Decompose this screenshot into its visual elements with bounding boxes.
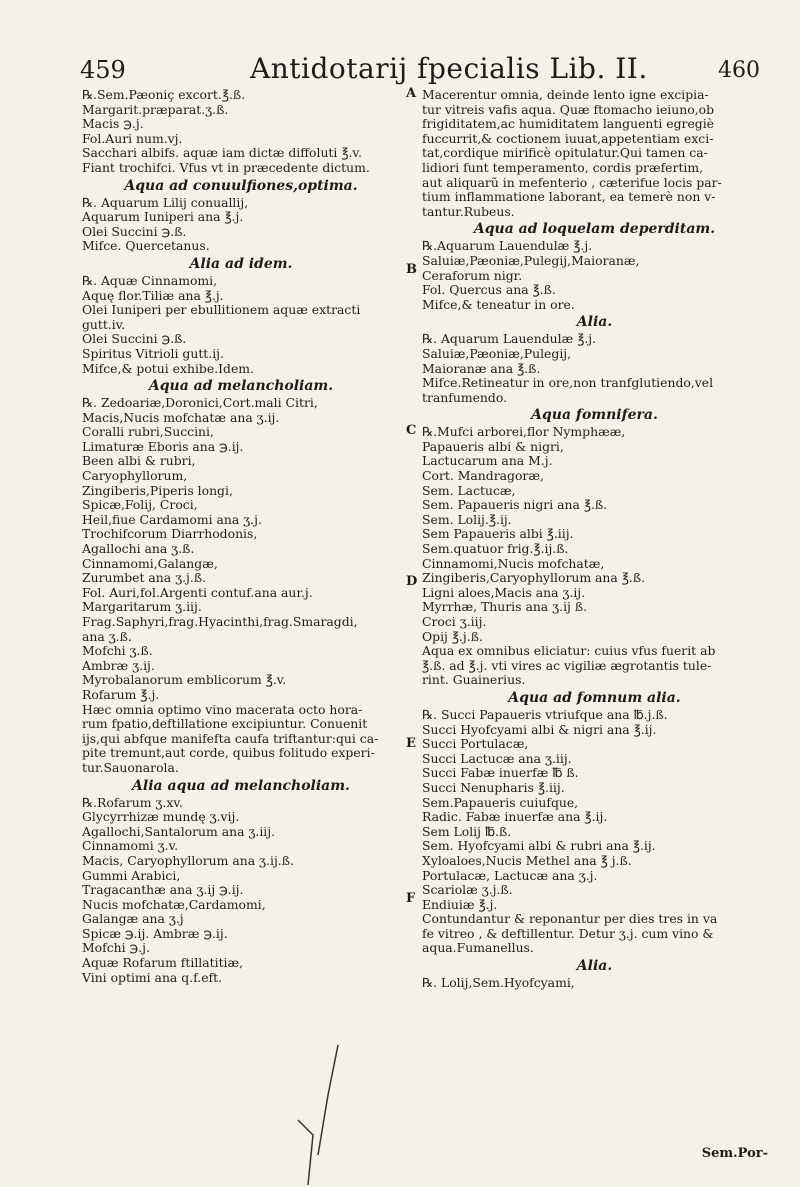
left-column-line: Aquę flor.Tiliæ ana ℥.j.: [82, 287, 224, 303]
left-column-line: Cinnamomi,Galangæ,: [82, 555, 218, 571]
left-column-line: Macis,Nucis mofchatæ ana ʒ.ij.: [82, 409, 280, 425]
left-column-line: Olei Iuniperi per ebullitionem aquæ extracti: [82, 302, 361, 318]
left-column-line: Myrobalanorum emblicorum ℥.v.: [82, 672, 287, 688]
left-column-line: Rofarum ℥.j.: [82, 686, 160, 702]
left-column-line: ana ʒ.ß.: [82, 628, 132, 644]
right-column-heading: Alia.: [576, 958, 613, 975]
left-column-line: Mifce. Quercetanus.: [82, 238, 210, 254]
margin-letter-c: C: [406, 423, 417, 438]
left-column-line: Agallochi,Santalorum ana ʒ.iij.: [82, 823, 276, 839]
left-column-line: gutt.iv.: [82, 316, 126, 332]
left-column-line: Galangæ ana ʒ.j: [82, 911, 184, 927]
left-column-line: Macis, Caryophyllorum ana ʒ.ij.ß.: [82, 852, 294, 868]
left-column-line: Heil,fiue Cardamomi ana ʒ.j.: [82, 511, 262, 527]
left-column-line: Olei Succini ℈.ß.: [82, 331, 187, 347]
left-column-line: Glycyrrhizæ mundę ʒ.vij.: [82, 809, 240, 825]
right-column-line: tium inflammatione laborant, ea temerè non v-: [422, 189, 716, 205]
right-column-line: Cinnamomi,Nucis mofchatæ,: [422, 555, 605, 571]
right-column-line: Opij ℥.j.ß.: [422, 628, 483, 644]
right-column-line: ℞.Mufci arborei,flor Nymphææ,: [422, 424, 626, 440]
left-column-line: pite tremunt,aut corde, quibus folitudo experi-: [82, 745, 375, 761]
right-column-line: Myrrhæ, Thuris ana ʒ.ij ß.: [422, 599, 588, 615]
right-column-heading: Aqua ad loquelam deperditam.: [473, 221, 716, 238]
right-column-line: tat,cordique mirificè opitulatur.Qui tamen ca-: [422, 145, 708, 161]
margin-letter-e: E: [406, 736, 416, 751]
left-column-line: Margarit.præparat.ʒ.ß.: [82, 101, 229, 117]
right-column-line: Ceraforum nigr.: [422, 267, 523, 283]
right-column-line: Aqua ex omnibus eliciatur: cuius vfus fuerit ab: [422, 643, 716, 659]
right-column-line: rint. Guainerius.: [422, 672, 526, 688]
margin-letter-b: B: [406, 262, 417, 277]
right-column-line: lidiori funt temperamento, cordis præfertim,: [422, 159, 704, 175]
left-column-line: Vini optimi ana q.f.eft.: [82, 969, 223, 985]
right-text-column: [422, 88, 767, 991]
left-column-line: Zurumbet ana ʒ.j.ß.: [82, 570, 207, 586]
right-column-line: fuccurrit,& coctionem iuuat,appetentiam exci-: [422, 130, 714, 146]
left-column-line: ℞.Sem.Pæoniç excort.℥.ß.: [82, 87, 246, 102]
right-column-heading: Alia.: [576, 314, 613, 331]
catchword: Sem.Por-: [701, 1146, 768, 1161]
right-column-line: ℞.Aquarum Lauendulæ ℥.j.: [422, 238, 593, 254]
left-column-line: Caryophyllorum,: [82, 468, 188, 484]
right-column-line: Fol. Quercus ana ℥.ß.: [422, 282, 556, 298]
right-column-line: Sem. Lolij.℥.ij.: [422, 511, 512, 527]
left-column-line: Been albi & rubri,: [82, 453, 196, 469]
left-column-line: Agallochi ana ʒ.ß.: [82, 541, 195, 557]
right-column-line: Saluiæ,Pæoniæ,Pulegij,Maioranæ,: [422, 252, 640, 268]
left-column-line: Macis ℈.j.: [82, 116, 144, 132]
right-column-line: Sem.Papaueris cuiufque,: [422, 794, 579, 810]
left-column-line: Gummi Arabici,: [82, 867, 181, 883]
left-column-heading: Aqua ad conuulfiones,optima.: [124, 177, 358, 194]
left-column-line: ℞. Aquæ Cinnamomi,: [82, 272, 218, 288]
right-column-line: Succi Portulacæ,: [422, 736, 529, 752]
left-column-line: Fol.Auri num.vj.: [82, 130, 183, 146]
right-column-line: fe vitreo , & deftillentur. Detur ʒ.j. cum vino &: [422, 925, 714, 941]
left-column-line: Margaritarum ʒ.iij.: [82, 599, 202, 615]
right-column-line: Sem. Hyofcyami albi & rubri ana ℥.ij.: [422, 838, 656, 854]
right-column-line: Mifce.Retineatur in ore,non tranfglutiendo,vel: [422, 375, 714, 391]
left-column-line: Sacchari albifs. aquæ iam dictæ diffoluti ℥.v.: [82, 145, 362, 161]
left-column-line: Hæc omnia optimo vino macerata octo hora-: [82, 701, 363, 717]
right-column-line: aut aliquarũ in mefenterio , cæterifue locis par-: [422, 174, 722, 190]
margin-letter-d: D: [406, 574, 418, 589]
left-column-line: Cinnamomi ʒ.v.: [82, 838, 179, 854]
left-column-line: tur.Sauonarola.: [82, 759, 179, 775]
left-column-line: Spicæ ℈.ij. Ambræ ℈.ij.: [82, 925, 228, 941]
left-column-line: Zingiberis,Piperis longi,: [82, 482, 233, 498]
right-column-line: ℞. Aquarum Lauendulæ ℥.j.: [422, 331, 597, 347]
right-column-line: frigiditatem,ac humiditatem languenti egregiè: [422, 116, 715, 132]
left-column-line: Fol. Auri,fol.Argenti contuf.ana aur.j.: [82, 584, 313, 600]
right-column-line: Succi Fabæ inuerfæ ℔ ß.: [422, 765, 579, 781]
right-column-line: tur vitreis vafis aqua. Quæ ftomacho ieiuno,ob: [422, 101, 715, 117]
left-column-line: Olei Succini ℈.ß.: [82, 223, 187, 239]
right-column-line: ℥.ß. ad ℥.j. vti vires ac vigiliæ ægrotantis tule-: [422, 657, 712, 673]
right-column-line: Sem. Lactucæ,: [422, 482, 516, 498]
margin-letter-f: F: [406, 891, 416, 906]
right-column-line: Radic. Fabæ inuerfæ ana ℥.ij.: [422, 809, 608, 825]
right-column-line: Croci ʒ.iij.: [422, 614, 487, 629]
right-column-line: Sem. Papaueris nigri ana ℥.ß.: [422, 497, 608, 513]
right-column-line: Succi Lactucæ ana ʒ.iij.: [422, 750, 572, 766]
right-column-line: aqua.Fumanellus.: [422, 940, 534, 956]
right-column-line: Lactucarum ana M.j.: [422, 453, 553, 469]
right-column-line: Cort. Mandragoræ,: [422, 468, 544, 484]
left-column-heading: Alia aqua ad melancholiam.: [132, 777, 350, 794]
left-column-line: Limaturæ Eboris ana ℈.ij.: [82, 438, 244, 454]
right-column-line: Scariolæ ʒ.j.ß.: [422, 882, 513, 898]
left-column-line: Tragacanthæ ana ʒ.ij ℈.ij.: [82, 882, 244, 898]
left-column-line: Frag.Saphyri,frag.Hyacinthi,frag.Smaragdi,: [82, 614, 358, 629]
right-column-line: Maioranæ ana ℥.ß.: [422, 360, 541, 376]
left-text-column: [82, 88, 400, 985]
left-column-line: Trochifcorum Diarrhodonis,: [82, 526, 258, 542]
right-column-line: Sem Papaueris albi ℥.iij.: [422, 526, 574, 542]
right-column-line: Sem Lolij ℔.ß.: [422, 823, 512, 839]
page-number-left: 459: [80, 56, 126, 84]
left-column-heading: Aqua ad melancholiam.: [148, 378, 334, 395]
left-column-line: Aquæ Rofarum ftillatitiæ,: [82, 955, 244, 971]
right-column-heading: Aqua ad fomnum alia.: [508, 689, 681, 706]
left-column-line: Aquarum Iuniperi ana ℥.j.: [82, 209, 244, 225]
ink-mark-icon: [278, 1035, 358, 1185]
left-column-line: Nucis mofchatæ,Cardamomi,: [82, 896, 266, 912]
running-title: Antidotarij fpecialis Lib. II.: [250, 52, 648, 85]
left-column-line: ℞. Aquarum Lilij conuallij,: [82, 194, 249, 210]
left-column-line: Coralli rubri,Succini,: [82, 424, 214, 440]
running-header: [80, 52, 760, 92]
right-column-line: Succi Hyofcyami albi & nigri ana ℥.ij.: [422, 721, 657, 737]
right-column-line: Sem.quatuor frig.℥.ij.ß.: [422, 541, 569, 557]
right-column-line: ℞. Succi Papaueris vtriufque ana ℔.j.ß.: [422, 706, 668, 722]
right-column-line: Papaueris albi & nigri,: [422, 438, 564, 454]
right-column-line: Saluiæ,Pæoniæ,Pulegij,: [422, 345, 572, 361]
left-column-line: ℞. Zedoariæ,Doronici,Cort.mali Citri,: [82, 395, 318, 411]
right-column-line: Macerentur omnia, deinde lento igne excipia-: [422, 87, 709, 102]
right-column-line: Zingiberis,Caryophyllorum ana ℥.ß.: [422, 570, 646, 586]
right-column-line: Contundantur & reponantur per dies tres in va: [422, 911, 718, 927]
right-column-heading: Aqua fomnifera.: [531, 407, 658, 424]
right-column-line: Succi Nenupharis ℥.iij.: [422, 779, 565, 795]
left-column-line: Spicæ,Folij, Croci,: [82, 497, 198, 513]
right-column-line: Portulacæ, Lactucæ ana ʒ.j.: [422, 867, 598, 883]
right-column-line: ℞. Lolij,Sem.Hyofcyami,: [422, 975, 575, 991]
right-column-line: Ligni aloes,Macis ana ʒ.ij.: [422, 584, 586, 600]
left-column-line: rum fpatio,deftillatione excipiuntur. Conuenit: [82, 716, 368, 732]
left-column-line: Mofchi ʒ.ß.: [82, 643, 153, 659]
right-column-line: Mifce,& teneatur in ore.: [422, 296, 575, 312]
left-column-line: Ambræ ʒ.ij.: [82, 657, 155, 673]
left-column-line: Fiant trochifci. Vfus vt in præcedente dictum.: [82, 159, 370, 175]
right-column-line: Endiuiæ ℥.j.: [422, 896, 498, 912]
left-column-line: ℞.Rofarum ʒ.xv.: [82, 794, 183, 810]
left-column-line: Mofchi ℈.j.: [82, 940, 150, 956]
left-column-line: Mifce,& potui exhibe.Idem.: [82, 360, 254, 376]
right-column-line: Xyloaloes,Nucis Methel ana ℥ j.ß.: [422, 852, 632, 868]
right-column-line: tantur.Rubeus.: [422, 203, 515, 219]
margin-letter-a: A: [406, 86, 417, 101]
left-column-line: Spiritus Vitrioli gutt.ij.: [82, 345, 224, 361]
page-number-right: 460: [718, 58, 760, 83]
right-column-line: tranfumendo.: [422, 389, 508, 405]
left-column-heading: Alia ad idem.: [189, 255, 293, 272]
left-column-line: ijs,qui abfque manifefta caufa triftantur:qui ca-: [82, 730, 379, 746]
